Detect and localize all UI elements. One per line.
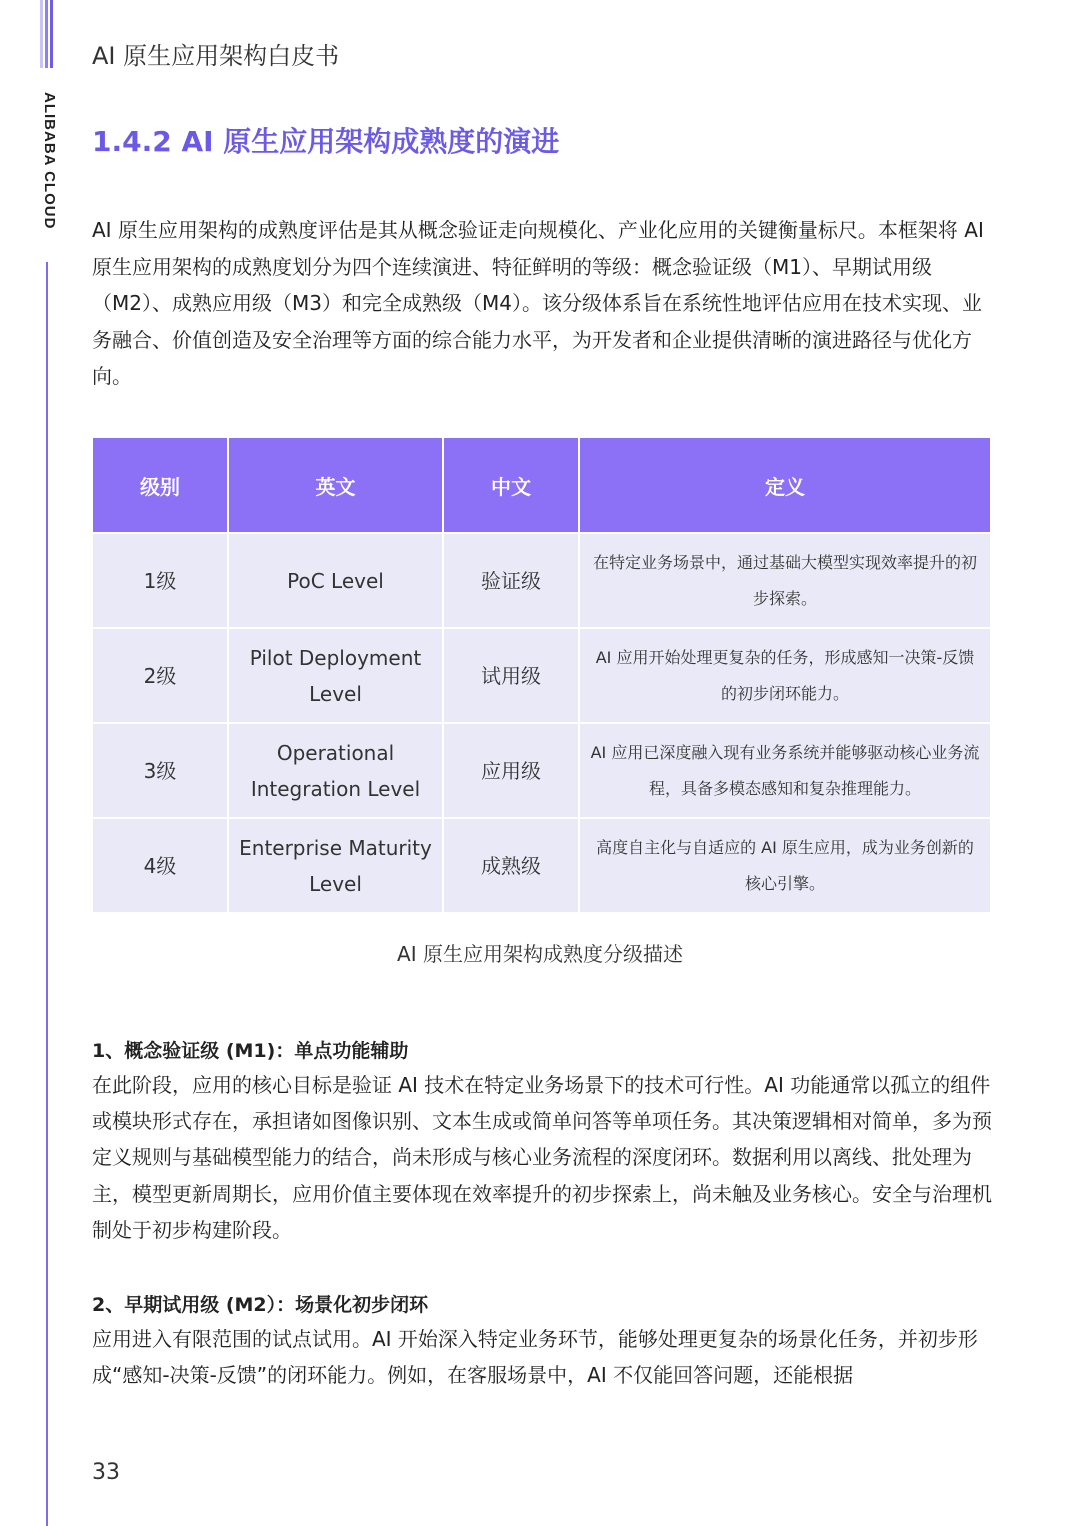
cell-english: Enterprise Maturity Level — [228, 818, 443, 913]
header-level: 级别 — [92, 437, 228, 533]
cell-definition: 高度自主化与自适应的 AI 原生应用，成为业务创新的核心引擎。 — [579, 818, 991, 913]
cell-definition: 在特定业务场景中，通过基础大模型实现效率提升的初步探索。 — [579, 533, 991, 628]
table-row — [92, 628, 991, 723]
cell-chinese: 试用级 — [443, 628, 579, 723]
maturity-table — [91, 436, 992, 914]
cell-chinese: 成熟级 — [443, 818, 579, 913]
header-definition: 定义 — [579, 437, 991, 533]
m1-heading: 1、概念验证级 (M1)：单点功能辅助 — [92, 1040, 409, 1062]
m2-heading: 2、早期试用级 (M2）：场景化初步闭环 — [92, 1294, 429, 1316]
page-number: 33 — [92, 1460, 120, 1485]
cell-english: Operational Integration Level — [228, 723, 443, 818]
cell-definition: AI 应用开始处理更复杂的任务，形成感知一决策-反馈的初步闭环能力。 — [579, 628, 991, 723]
header-english: 英文 — [228, 437, 443, 533]
m1-paragraph: 在此阶段，应用的核心目标是验证 AI 技术在特定业务场景下的技术可行性。AI 功能通常以孤立的组件或模块形式存在，承担诸如图像识别、文本生成或简单问答等单项任务。其决策逻辑相对简单，多为预定义规则与基础模型能力的结合，尚未形成与核心业务流程的深度闭环。数据利用以离线、批处理为主，模型更新周期长，应用价值主要体现在效率提升的初步探索上，尚未触及业务核心。安全与治理机制处于初步构建阶段。 — [92, 1073, 992, 1242]
cell-chinese: 应用级 — [443, 723, 579, 818]
table-row — [92, 723, 991, 818]
cell-definition: AI 应用已深度融入现有业务系统并能够驱动核心业务流程，具备多模态感知和复杂推理能力。 — [579, 723, 991, 818]
section-title: 1.4.2 AI 原生应用架构成熟度的演进 — [92, 125, 560, 158]
table-header-row — [92, 437, 991, 533]
document-title: AI 原生应用架构白皮书 — [92, 42, 340, 70]
table-caption: AI 原生应用架构成熟度分级描述 — [397, 942, 683, 966]
m2-paragraph: 应用进入有限范围的试点试用。AI 开始深入特定业务环节，能够处理更复杂的场景化任务，并初步形成“感知-决策-反馈”的闭环能力。例如，在客服场景中，AI 不仅能回答问题，还能根据 — [92, 1327, 978, 1388]
cell-level: 4级 — [92, 818, 228, 913]
cell-english: PoC Level — [228, 533, 443, 628]
table-row — [92, 533, 991, 628]
intro-paragraph: AI 原生应用架构的成熟度评估是其从概念验证走向规模化、产业化应用的关键衡量标尺。本框架将 AI 原生应用架构的成熟度划分为四个连续演进、特征鲜明的等级：概念验证级（M1）、早期试用级（M2）、成熟应用级（M3）和完全成熟级（M4）。该分级体系旨在系统性地评估应用在技术实现、业务融合、价值创造及安全治理等方面的综合能力水平，为开发者和企业提供清晰的演进路径与优化方向。 — [92, 218, 984, 388]
side-accent-line — [46, 262, 48, 1526]
header-chinese: 中文 — [443, 437, 579, 533]
header-accent-bars — [40, 0, 54, 68]
cell-english: Pilot Deployment Level — [228, 628, 443, 723]
cell-level: 3级 — [92, 723, 228, 818]
table-row — [92, 818, 991, 913]
brand-vertical-label: ALIBABA CLOUD — [41, 92, 58, 230]
cell-level: 2级 — [92, 628, 228, 723]
cell-chinese: 验证级 — [443, 533, 579, 628]
cell-level: 1级 — [92, 533, 228, 628]
